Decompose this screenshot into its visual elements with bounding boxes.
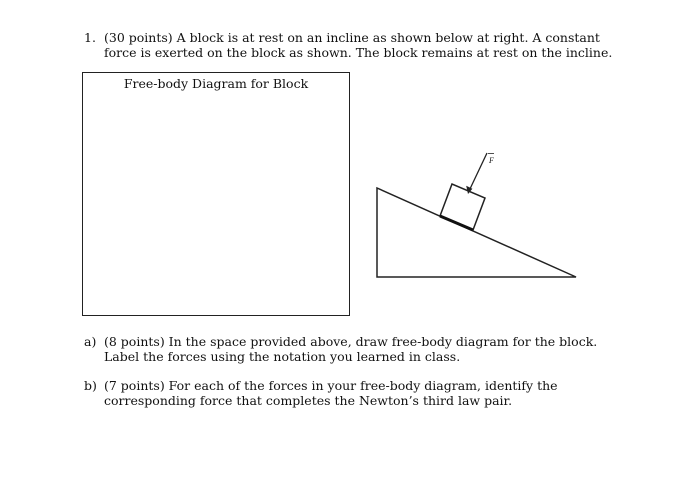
part-b-label: b): [84, 378, 97, 393]
part-a: [84, 334, 624, 364]
question-text: (30 points) A block is at rest on an incline as shown below at right. A constant force is exerted on the block as shown. The block remains at rest on the incline.: [104, 30, 613, 60]
free-body-diagram-title: Free-body Diagram for Block: [123, 76, 309, 91]
part-a-label: a): [84, 334, 97, 349]
free-body-diagram-box[interactable]: [82, 72, 350, 316]
part-b-text: (7 points) For each of the forces in your free-body diagram, identify the corresponding force that completes the Newton’s third law pair.: [104, 378, 558, 408]
question-1: [84, 30, 624, 60]
part-a-text: (8 points) In the space provided above, draw free-body diagram for the block. Label the forces using the notation you learned in class.: [104, 334, 598, 364]
part-b: [84, 378, 624, 408]
question-number: 1.: [84, 30, 96, 45]
force-arrow-shaft: [469, 153, 487, 191]
block: [440, 184, 485, 230]
force-label: F: [489, 156, 494, 165]
incline-figure: [370, 145, 585, 285]
